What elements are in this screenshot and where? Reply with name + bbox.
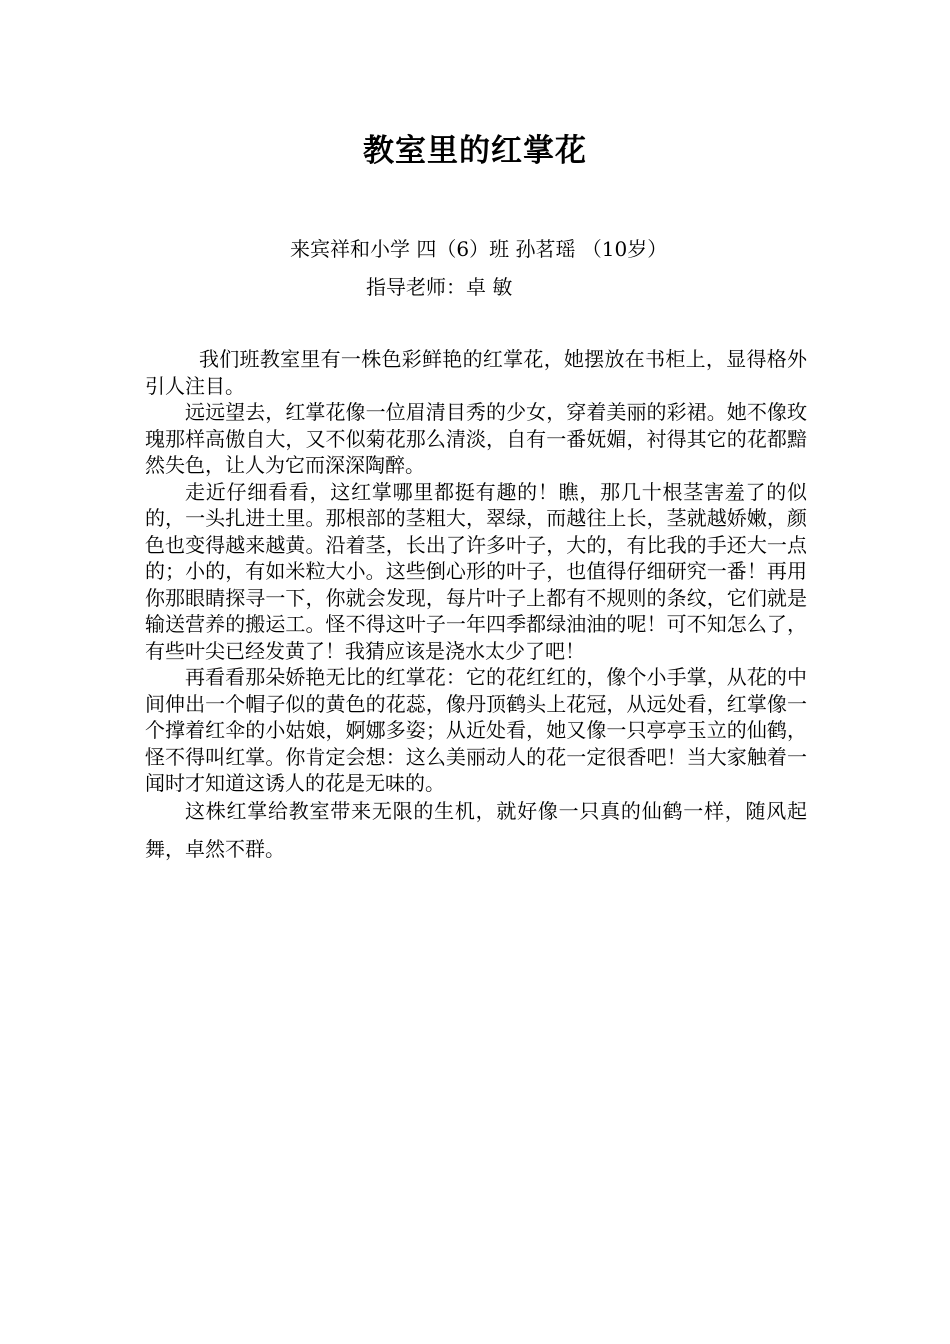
paragraph-4: 再看看那朵娇艳无比的红掌花：它的花红红的，像个小手掌，从花的中间伸出一个帽子似的黄色的花蕊，像丹顶鹤头上花冠，从远处看，红掌像一个撑着红伞的小姑娘，婀娜多姿；从近处看，她又像一只亭亭玉立的仙鹤，怪不得叫红掌。你肯定会想：这么美丽动人的花一定很香吧！当大家触着一闻时才知道这诱人的花是无味的。 — [145, 665, 807, 795]
paragraph-1: 我们班教室里有一株色彩鲜艳的红掌花，她摆放在书柜上，显得格外引人注目。 — [145, 347, 807, 398]
essay-body — [145, 346, 807, 868]
teacher-line: 指导老师：卓 敏 — [366, 275, 513, 299]
paragraph-2: 远远望去，红掌花像一位眉清目秀的少女，穿着美丽的彩裙。她不像玫瑰那样高傲自大，又不似菊花那么清淡，自有一番妩媚，衬得其它的花都黯然失色，让人为它而深深陶醉。 — [145, 400, 807, 477]
author-byline: 来宾祥和小学 四（6）班 孙茗瑶 （10岁） — [290, 237, 668, 261]
paragraph-5: 这株红掌给教室带来无限的生机，就好像一只真的仙鹤一样，随风起舞，卓然不群。 — [145, 798, 807, 861]
document-title: 教室里的红掌花 — [363, 133, 587, 169]
paragraph-3: 走近仔细看看，这红掌哪里都挺有趣的！瞧，那几十根茎害羞了的似的，一头扎进土里。那根部的茎粗大，翠绿，而越往上长，茎就越娇嫩，颜色也变得越来越黄。沿着茎，长出了许多叶子，大的，有比我的手还大一点的；小的，有如米粒大小。这些倒心形的叶子，也值得仔细研究一番！再用你那眼睛探寻一下，你就会发现，每片叶子上都有不规则的条纹，它们就是输送营养的搬运工。怪不得这叶子一年四季都绿油油的呢！可不知怎么了，有些叶尖已经发黄了！我猜应该是浇水太少了吧！ — [145, 479, 807, 663]
